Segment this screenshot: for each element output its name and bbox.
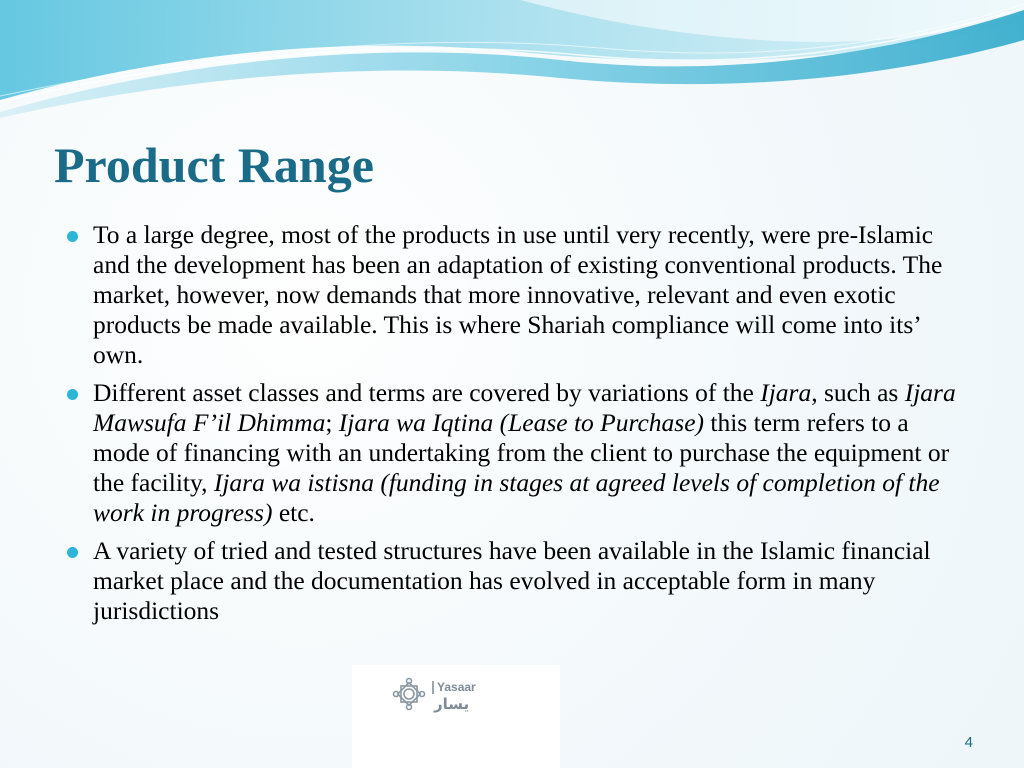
ornament-logo-icon [392,677,426,711]
bullet-dot-icon [67,231,78,242]
bullet-text: To a large degree, most of the products in use until very recently, were pre-Islamic and the development has been an adaptation of existing conventional products. The market, however, now demands that more innovative, relevant and even exotic products be made available. This is where Shariah compliance will come into its’ own. [93,220,943,369]
bullet-item [64,220,969,370]
bullet-text: A variety of tried and tested structures have been available in the Islamic financial market place and the documentation has evolved in acceptable form in many jurisdictions [93,536,931,625]
bullet-dot-icon [67,389,78,400]
logo-latin-text: Yasaar [432,681,476,694]
bullet-item [64,536,969,626]
company-logo [352,665,560,768]
bullet-text: Different asset classes and terms are covered by variations of the Ijara, such as Ijara Mawsufa F’il Dhimma; Ijara wa Iqtina (Lease to Purchase) this term refers to a mode of financing with an undertaking from the client to purchase the equipment or the facility, Ijara wa istisna (funding in stages at agreed levels of completion of the work in progress) etc. [93,378,956,527]
slide-title: Product Range [54,137,374,193]
bullet-dot-icon [67,547,78,558]
bullet-item [64,378,969,528]
slide-page-number: 4 [964,734,973,751]
header-wave-decoration [0,0,1024,120]
logo-arabic-text: يسار [434,695,470,713]
bullet-list [64,220,969,634]
